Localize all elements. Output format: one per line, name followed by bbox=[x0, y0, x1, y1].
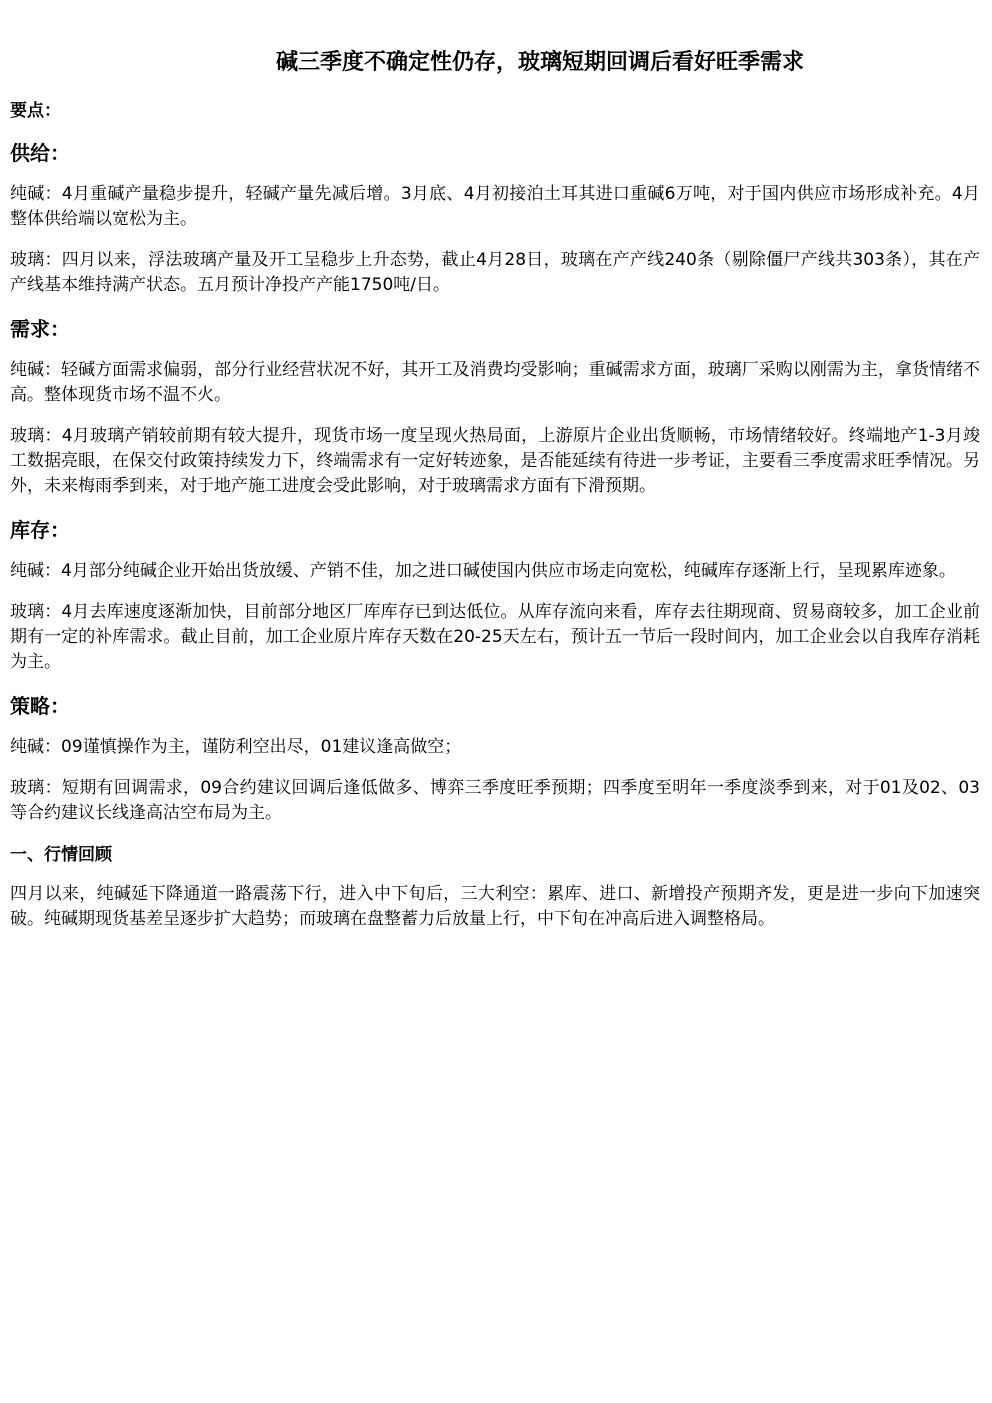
inventory-glass-paragraph: 玻璃：4月去库速度逐渐加快，目前部分地区厂库库存已到达低位。从库存流向来看，库存去往期现商、贸易商较多，加工企业前期有一定的补库需求。截止目前，加工企业原片库存天数在20-25天左右，预计五一节后一段时间内，加工企业会以自我库存消耗为主。 bbox=[10, 602, 980, 672]
demand-heading: 需求： bbox=[10, 317, 70, 341]
supply-glass-paragraph: 玻璃：四月以来，浮法玻璃产量及开工呈稳步上升态势，截止4月28日，玻璃在产产线240条（剔除僵尸产线共303条），其在产产线基本维持满产状态。五月预计净投产产能1750吨/日。 bbox=[10, 250, 980, 295]
page-title: 碱三季度不确定性仍存，玻璃短期回调后看好旺季需求 bbox=[275, 50, 804, 75]
strategy-heading: 策略： bbox=[10, 694, 70, 718]
document-page bbox=[10, 46, 980, 948]
market-review-heading: 一、行情回顾 bbox=[10, 845, 112, 865]
market-review-paragraph: 四月以来，纯碱延下降通道一路震荡下行，进入中下旬后，三大利空：累库、进口、新增投产预期齐发，更是进一步向下加速突破。纯碱期现货基差呈逐步扩大趋势；而玻璃在盘整蓄力后放量上行，中下旬在冲高后进入调整格局。 bbox=[10, 884, 980, 929]
demand-soda-paragraph: 纯碱：轻碱方面需求偏弱，部分行业经营状况不好，其开工及消费均受影响；重碱需求方面，玻璃厂采购以刚需为主，拿货情绪不高。整体现货市场不温不火。 bbox=[10, 360, 980, 405]
inventory-heading: 库存： bbox=[10, 518, 70, 542]
supply-soda-paragraph: 纯碱：4月重碱产量稳步提升，轻碱产量先减后增。3月底、4月初接泊土耳其进口重碱6万吨，对于国内供应市场形成补充。4月整体供给端以宽松为主。 bbox=[10, 184, 980, 229]
key-points-label: 要点： bbox=[10, 101, 61, 121]
supply-heading: 供给： bbox=[10, 141, 70, 165]
strategy-soda-paragraph: 纯碱：09谨慎操作为主，谨防利空出尽，01建议逢高做空； bbox=[10, 737, 462, 757]
strategy-glass-paragraph: 玻璃：短期有回调需求，09合约建议回调后逢低做多、博弈三季度旺季预期；四季度至明年一季度淡季到来，对于01及02、03等合约建议长线逢高沽空布局为主。 bbox=[10, 778, 980, 823]
inventory-soda-paragraph: 纯碱：4月部分纯碱企业开始出货放缓、产销不佳，加之进口碱使国内供应市场走向宽松，纯碱库存逐渐上行，呈现累库迹象。 bbox=[10, 561, 956, 581]
demand-glass-paragraph: 玻璃：4月玻璃产销较前期有较大提升，现货市场一度呈现火热局面，上游原片企业出货顺畅，市场情绪较好。终端地产1-3月竣工数据亮眼，在保交付政策持续发力下，终端需求有一定好转迹象，是否能延续有待进一步考证，主要看三季度需求旺季情况。另外，未来梅雨季到来，对于地产施工进度会受此影响，对于玻璃需求方面有下滑预期。 bbox=[10, 426, 980, 496]
